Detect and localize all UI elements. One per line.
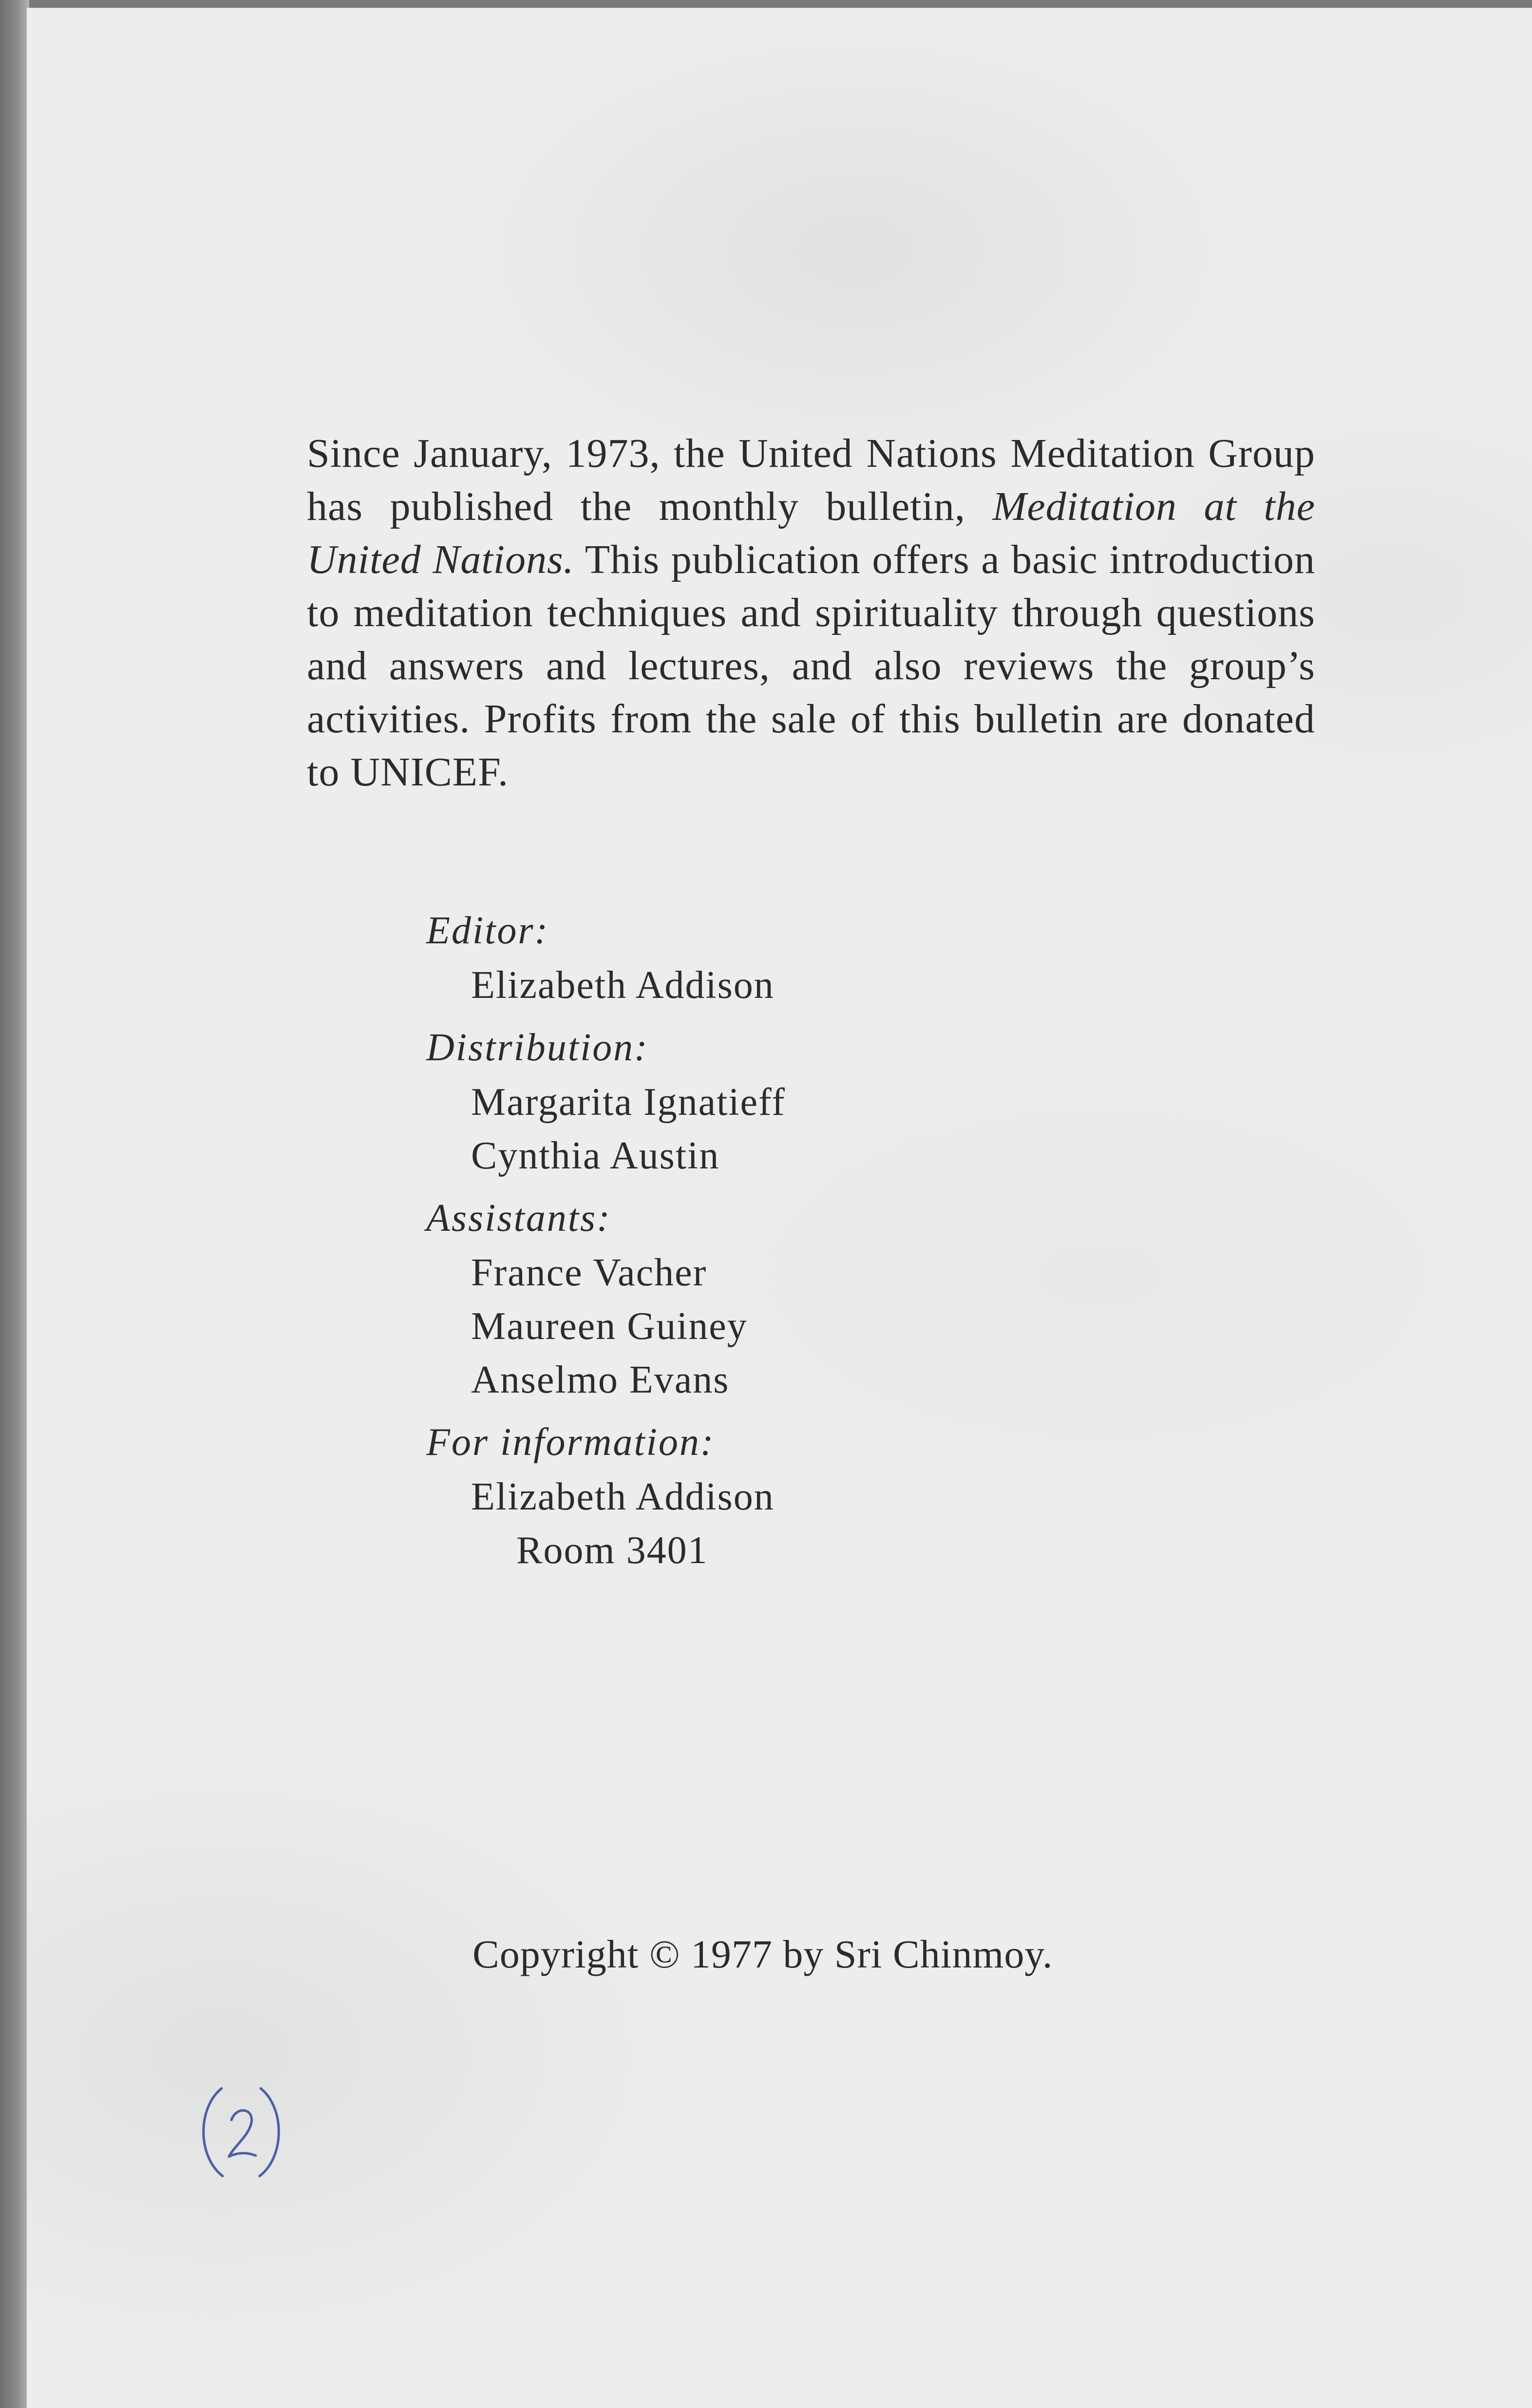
assistants-group	[426, 1192, 1108, 1407]
staff-list	[426, 904, 1108, 1586]
bulletin-title: Meditation at the United Nations.	[307, 484, 1315, 582]
information-name: Elizabeth Addison	[471, 1475, 775, 1518]
document-page	[27, 8, 1532, 2408]
distribution-name: Cynthia Austin	[471, 1134, 720, 1177]
handwritten-page-mark	[188, 2079, 295, 2186]
editor-label: Editor:	[426, 909, 549, 952]
assistants-label: Assistants:	[426, 1197, 611, 1240]
intro-paragraph	[307, 427, 1315, 799]
information-room: Room 3401	[516, 1529, 708, 1572]
intro-text-start: Since January, 1973, the United Nations Meditation Group has published the monthly bulletin,	[307, 431, 1315, 529]
assistant-name: France Vacher	[471, 1251, 707, 1294]
distribution-name: Margarita Ignatieff	[471, 1081, 786, 1124]
assistant-name: Anselmo Evans	[471, 1358, 730, 1401]
distribution-group	[426, 1021, 1108, 1183]
editor-group	[426, 904, 1108, 1013]
assistant-name: Maureen Guiney	[471, 1305, 748, 1348]
scan-left-edge	[0, 0, 29, 2408]
intro-text-end: This publication offers a basic introduction to meditation techniques and spirituality through questions and answers and lectures, and also reviews the group’s activities. Profits from the sale of this bulletin are donated to UNICEF.	[307, 537, 1315, 795]
information-label: For information:	[426, 1421, 715, 1464]
information-group	[426, 1416, 1108, 1578]
copyright-notice: Copyright © 1977 by Sri Chinmoy.	[473, 1932, 1053, 1976]
distribution-label: Distribution:	[426, 1026, 649, 1069]
editor-name: Elizabeth Addison	[471, 964, 775, 1007]
